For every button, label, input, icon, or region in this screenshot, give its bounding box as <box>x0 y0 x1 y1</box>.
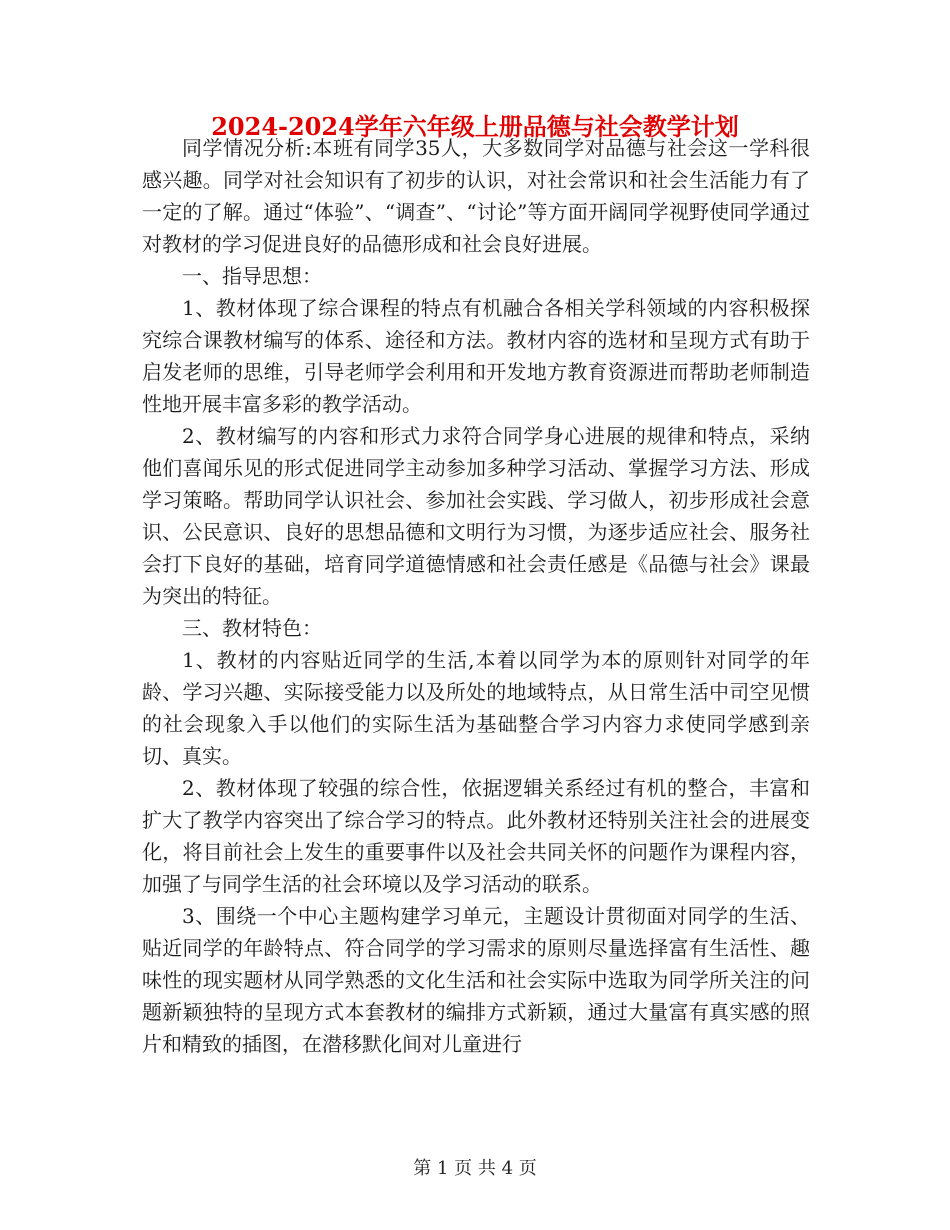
paragraph-guiding-2: 2、教材编写的内容和形式力求符合同学身心进展的规律和特点，采纳他们喜闻乐见的形式促进同学主动参加多种学习活动、掌握学习方法、形成学习策略。帮助同学认识社会、参加社会实践、学习做人，初步形成社会意识、公民意识、良好的思想品德和文明行为习惯，为逐步适应社会、服务社会打下良好的基础，培育同学道德情感和社会责任感是《品德与社会》课最为突出的特征。 <box>142 424 810 608</box>
heading-guiding-ideology: 一、指导思想： <box>182 264 322 288</box>
paragraph-guiding-1: 1、教材体现了综合课程的特点有机融合各相关学科领域的内容积极探究综合课教材编写的体系、途径和方法。教材内容的选材和呈现方式有助于启发老师的思维，引导老师学会利用和开发地方教育资源进而帮助老师制造性地开展丰富多彩的教学活动。 <box>142 296 810 416</box>
paragraph-student-analysis: 同学情况分析:本班有同学35人，大多数同学对品德与社会这一学科很感兴趣。同学对社会知识有了初步的认识，对社会常识和社会生活能力有了一定的了解。通过“体验”、“调查”、“讨论”等方面开阔同学视野使同学通过对教材的学习促进良好的品德形成和社会良好进展。 <box>142 136 810 256</box>
paragraph-feature-2: 2、教材体现了较强的综合性，依据逻辑关系经过有机的整合，丰富和扩大了教学内容突出了综合学习的特点。此外教材还特别关注社会的进展变化，将目前社会上发生的重要事件以及社会共同关怀的问题作为课程内容，加强了与同学生活的社会环境以及学习活动的联系。 <box>142 776 810 896</box>
paragraph-feature-1: 1、教材的内容贴近同学的生活,本着以同学为本的原则针对同学的年龄、学习兴趣、实际接受能力以及所处的地域特点，从日常生活中司空见惯的社会现象入手以他们的实际生活为基础整合学习内容力求使同学感到亲切、真实。 <box>142 648 810 768</box>
document-title: 2024-2024学年六年级上册品德与社会教学计划 <box>211 112 739 141</box>
paragraph-feature-3: 3、围绕一个中心主题构建学习单元，主题设计贯彻面对同学的生活、贴近同学的年龄特点、符合同学的学习需求的原则尽量选择富有生活性、趣味性的现实题材从同学熟悉的文化生活和社会实际中选取为同学所关注的问题新颖独特的呈现方式本套教材的编排方式新颖，通过大量富有真实感的照片和精致的插图，在潜移默化间对儿童进行 <box>142 904 810 1056</box>
document-body <box>142 132 810 1060</box>
heading-textbook-features: 三、教材特色： <box>182 616 322 640</box>
page-footer: 第 1 页 共 4 页 <box>413 1158 537 1179</box>
